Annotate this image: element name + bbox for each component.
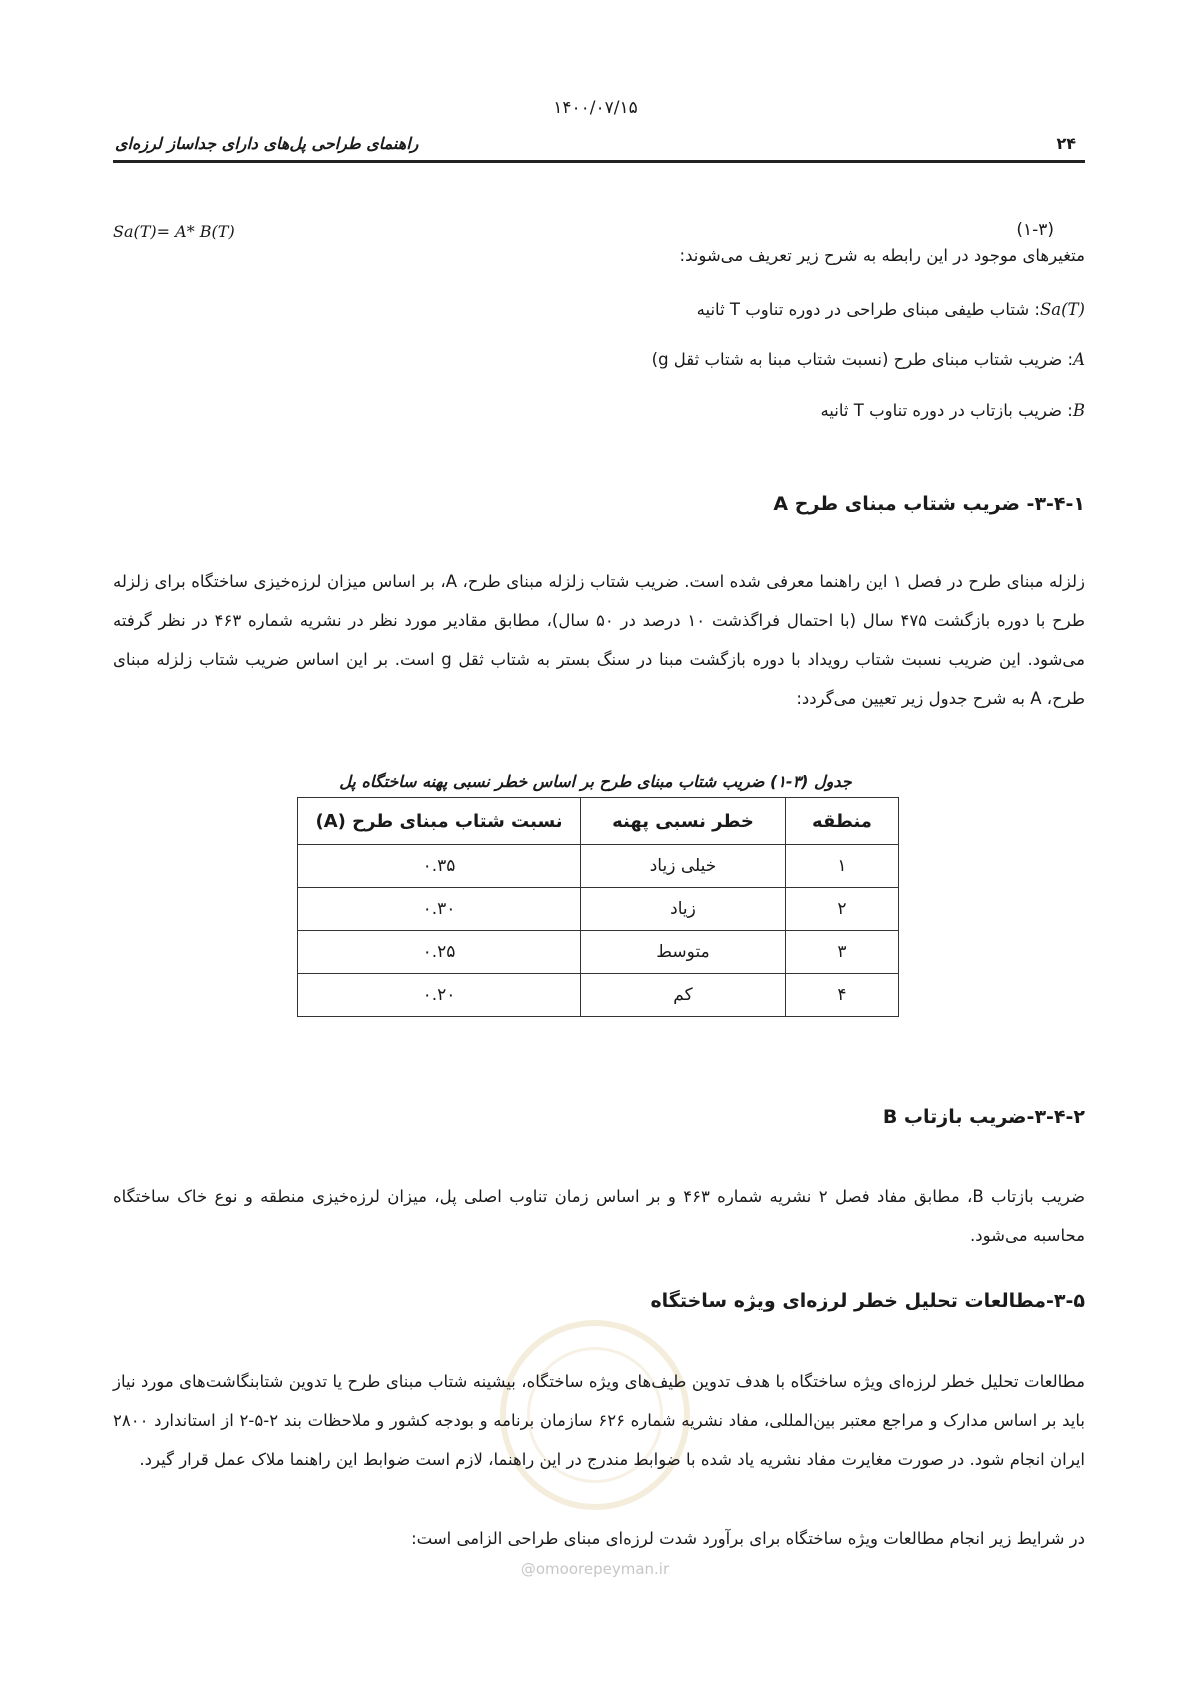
table-cell: ۰.۳۵ [298,845,581,888]
table-cell: خیلی زیاد [581,845,786,888]
section-3-5-last-line: در شرایط زیر انجام مطالعات ویژه ساختگاه برای برآورد شدت لرزه‌ای مبنای طراحی الزامی است: [411,1529,1085,1548]
table-row [298,888,899,931]
seismic-zone-table [297,797,899,1017]
definition-symbol: B [1072,401,1085,420]
equation-formula: Sa(T)= A* B(T) [113,222,235,241]
table-cell: ۴ [786,974,899,1017]
table-cell: زیاد [581,888,786,931]
running-header-title: راهنمای طراحی پل‌های دارای جداساز لرزه‌ای [115,134,419,153]
table-cell: متوسط [581,931,786,974]
section-3-4-2-body: ضریب بازتاب B، مطابق مفاد فصل ۲ نشریه شماره ۴۶۳ و بر اساس زمان تناوب اصلی پل، میزان لرزه‌خیزی منطقه و نوع خاک ساختگاه محاسبه می‌شود. [113,1187,1086,1245]
header-rule [113,160,1085,163]
definition-symbol: Sa(T) [1039,300,1085,319]
definition-text: : شتاب طیفی مبنای طراحی در دوره تناوب T ثانیه [696,300,1040,319]
table-row [298,974,899,1017]
table-row [298,845,899,888]
table-header-cell: خطر نسبی پهنه [581,798,786,845]
definition-b [820,401,1085,420]
table-caption: جدول (۳-۱) ضریب شتاب مبنای طرح بر اساس خطر نسبی پهنه ساختگاه پل [339,772,852,791]
page-number: ۲۴ [1056,134,1076,153]
section-heading-3-4-2: ۳-۴-۲-ضریب بازتاب B [882,1106,1085,1128]
table-header-cell: منطقه [786,798,899,845]
table-header-row [298,798,899,845]
table-row [298,931,899,974]
table-cell: ۰.۲۰ [298,974,581,1017]
definition-symbol: A [1073,350,1085,369]
table-cell: ۱ [786,845,899,888]
section-heading-3-4-1: ۳-۴-۱- ضریب شتاب مبنای طرح A [773,493,1085,515]
equation-number: (۱-۳) [1016,220,1054,240]
intro-text: متغیرهای موجود در این رابطه به شرح زیر تعریف می‌شوند: [679,246,1085,265]
definition-text: : ضریب شتاب مبنای طرح (نسبت شتاب مبنا به شتاب ثقل g) [651,350,1074,369]
watermark-text: @omoorepeyman.ir [520,1560,670,1578]
section-3-4-1-body: زلزله مبنای طرح در فصل ۱ این راهنما معرفی شده است. ضریب شتاب زلزله مبنای طرح، A، بر اساس میزان لرزه‌خیزی ساختگاه برای زلزله طرح با دوره بازگشت ۴۷۵ سال (با احتمال فراگذشت ۱۰ درصد در ۵۰ سال)، مطابق مقادیر مورد نظر در نشریه شماره ۴۶۳ در نظر گرفته می‌شود. این ضریب نسبت شتاب رویداد با دوره بازگشت مبنا در سنگ بستر به شتاب ثقل g است. بر این اساس ضریب شتاب زلزله مبنای طرح، A به شرح جدول زیر تعیین می‌گردد: [113,572,1086,708]
definition-text: : ضریب بازتاب در دوره تناوب T ثانیه [820,401,1073,420]
section-3-5-body: مطالعات تحلیل خطر لرزه‌ای ویژه ساختگاه با هدف تدوین طیف‌های ویژه ساختگاه، بیشینه شتاب مبنای طرح یا تدوین شتابنگاشت‌های مورد نیاز باید بر اساس مدارک و مراجع معتبر بین‌المللی، مفاد نشریه شماره ۶۲۶ سازمان برنامه و بودجه کشور و ملاحظات بند ۲-۵-۲ از استاندارد ۲۸۰۰ ایران انجام شود. در صورت مغایرت مفاد نشریه یاد شده با ضوابط مندرج در این راهنما، لازم است ضوابط این راهنما ملاک عمل قرار گیرد. [113,1372,1086,1469]
table-header-cell: نسبت شتاب مبنای طرح (A) [298,798,581,845]
section-heading-3-5: ۳-۵-مطالعات تحلیل خطر لرزه‌ای ویژه ساختگاه [650,1290,1085,1312]
table-cell: ۲ [786,888,899,931]
table-cell: کم [581,974,786,1017]
document-date: ۱۴۰۰/۰۷/۱۵ [553,98,638,118]
table-cell: ۳ [786,931,899,974]
table-cell: ۰.۲۵ [298,931,581,974]
table-cell: ۰.۳۰ [298,888,581,931]
definition-a [652,350,1085,369]
definition-sa [697,300,1085,319]
